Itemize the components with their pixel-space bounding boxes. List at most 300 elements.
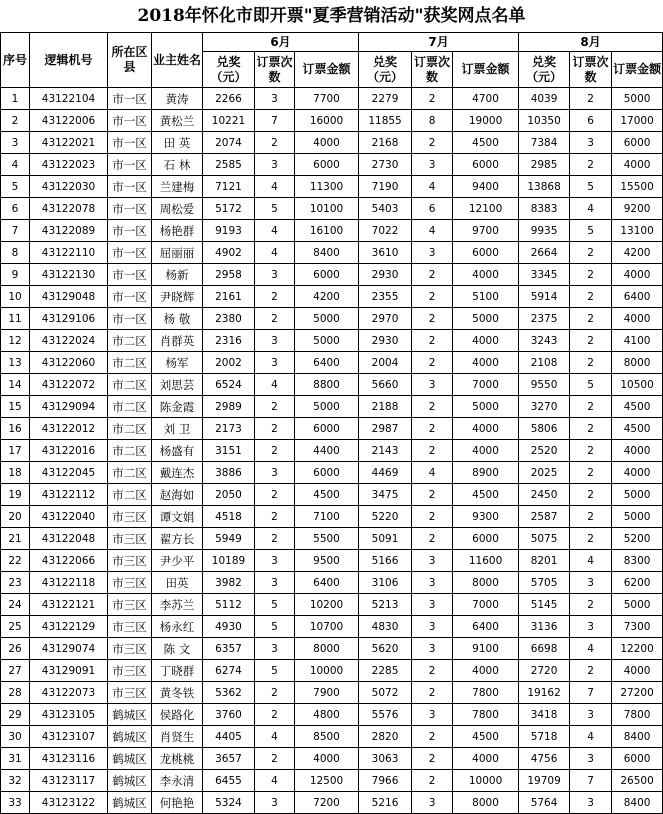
- m7-count-cell: 4: [412, 220, 453, 242]
- m7-amount-cell: 5000: [453, 396, 519, 418]
- table-row: [1, 440, 663, 462]
- m7-prize-cell: 2930: [359, 264, 412, 286]
- m6-amount-cell: 7200: [295, 792, 359, 814]
- machine-id-cell: 43122012: [30, 418, 108, 440]
- m8-prize-cell: 19709: [519, 770, 570, 792]
- header-m6-prize: 兑奖（元）: [203, 52, 255, 88]
- m6-amount-cell: 5500: [295, 528, 359, 550]
- header-seq: 序号: [1, 33, 30, 88]
- m7-amount-cell: 4500: [453, 726, 519, 748]
- seq-cell: 31: [1, 748, 30, 770]
- m6-prize-cell: 3760: [203, 704, 255, 726]
- m7-prize-cell: 7966: [359, 770, 412, 792]
- district-cell: 市一区: [108, 242, 152, 264]
- m8-count-cell: 2: [570, 484, 612, 506]
- m8-amount-cell: 9200: [612, 198, 663, 220]
- m7-amount-cell: 19000: [453, 110, 519, 132]
- m6-prize-cell: 2173: [203, 418, 255, 440]
- m8-amount-cell: 6400: [612, 286, 663, 308]
- m6-prize-cell: 4518: [203, 506, 255, 528]
- m6-prize-cell: 6455: [203, 770, 255, 792]
- m7-count-cell: 2: [412, 330, 453, 352]
- owner-name-cell: 杨新: [152, 264, 203, 286]
- m7-amount-cell: 9100: [453, 638, 519, 660]
- owner-name-cell: 陈金霞: [152, 396, 203, 418]
- m8-count-cell: 2: [570, 242, 612, 264]
- m6-prize-cell: 3886: [203, 462, 255, 484]
- machine-id-cell: 43122073: [30, 682, 108, 704]
- m8-amount-cell: 4000: [612, 660, 663, 682]
- m7-prize-cell: 4830: [359, 616, 412, 638]
- m6-count-cell: 4: [255, 726, 295, 748]
- m8-amount-cell: 8300: [612, 550, 663, 572]
- district-cell: 市三区: [108, 616, 152, 638]
- m6-amount-cell: 10700: [295, 616, 359, 638]
- district-cell: 市三区: [108, 594, 152, 616]
- owner-name-cell: 丁晓群: [152, 660, 203, 682]
- header-m8-count: 订票次数: [570, 52, 612, 88]
- district-cell: 市一区: [108, 176, 152, 198]
- m8-amount-cell: 27200: [612, 682, 663, 704]
- m6-amount-cell: 16100: [295, 220, 359, 242]
- m8-amount-cell: 4500: [612, 396, 663, 418]
- m6-count-cell: 3: [255, 792, 295, 814]
- machine-id-cell: 43122072: [30, 374, 108, 396]
- table-row: [1, 550, 663, 572]
- m6-prize-cell: 2074: [203, 132, 255, 154]
- m8-count-cell: 7: [570, 682, 612, 704]
- district-cell: 市一区: [108, 308, 152, 330]
- m8-amount-cell: 4500: [612, 418, 663, 440]
- m7-count-cell: 3: [412, 550, 453, 572]
- seq-cell: 2: [1, 110, 30, 132]
- m7-amount-cell: 9700: [453, 220, 519, 242]
- m6-amount-cell: 6400: [295, 572, 359, 594]
- m8-count-cell: 5: [570, 220, 612, 242]
- m7-amount-cell: 8000: [453, 792, 519, 814]
- seq-cell: 12: [1, 330, 30, 352]
- m8-count-cell: 3: [570, 132, 612, 154]
- m6-count-cell: 3: [255, 462, 295, 484]
- m8-amount-cell: 13100: [612, 220, 663, 242]
- m7-prize-cell: 3063: [359, 748, 412, 770]
- owner-name-cell: 赵海如: [152, 484, 203, 506]
- m7-count-cell: 6: [412, 198, 453, 220]
- m8-amount-cell: 15500: [612, 176, 663, 198]
- m6-amount-cell: 4400: [295, 440, 359, 462]
- owner-name-cell: 尹少平: [152, 550, 203, 572]
- m7-prize-cell: 5220: [359, 506, 412, 528]
- table-row: [1, 792, 663, 814]
- seq-cell: 10: [1, 286, 30, 308]
- m8-prize-cell: 5914: [519, 286, 570, 308]
- m7-amount-cell: 4000: [453, 352, 519, 374]
- header-month-6: 6月: [203, 33, 359, 52]
- seq-cell: 30: [1, 726, 30, 748]
- m6-count-cell: 3: [255, 572, 295, 594]
- m7-amount-cell: 4500: [453, 484, 519, 506]
- m6-amount-cell: 7900: [295, 682, 359, 704]
- owner-name-cell: 肖贤生: [152, 726, 203, 748]
- owner-name-cell: 杨盛有: [152, 440, 203, 462]
- m6-amount-cell: 7700: [295, 88, 359, 110]
- machine-id-cell: 43122021: [30, 132, 108, 154]
- machine-id-cell: 43122066: [30, 550, 108, 572]
- m8-amount-cell: 7800: [612, 704, 663, 726]
- district-cell: 市三区: [108, 528, 152, 550]
- m7-prize-cell: 2188: [359, 396, 412, 418]
- seq-cell: 9: [1, 264, 30, 286]
- district-cell: 市三区: [108, 572, 152, 594]
- machine-id-cell: 43122078: [30, 198, 108, 220]
- m6-count-cell: 2: [255, 506, 295, 528]
- m6-amount-cell: 12500: [295, 770, 359, 792]
- district-cell: 市二区: [108, 462, 152, 484]
- owner-name-cell: 侯路化: [152, 704, 203, 726]
- header-owner: 业主姓名: [152, 33, 203, 88]
- m7-prize-cell: 5166: [359, 550, 412, 572]
- m8-count-cell: 3: [570, 704, 612, 726]
- m6-count-cell: 4: [255, 220, 295, 242]
- m6-amount-cell: 6000: [295, 462, 359, 484]
- district-cell: 市一区: [108, 220, 152, 242]
- m8-prize-cell: 2520: [519, 440, 570, 462]
- m6-amount-cell: 6000: [295, 154, 359, 176]
- m8-prize-cell: 3136: [519, 616, 570, 638]
- m7-prize-cell: 5403: [359, 198, 412, 220]
- table-header: [1, 33, 663, 88]
- table-row: [1, 484, 663, 506]
- m8-prize-cell: 2587: [519, 506, 570, 528]
- m6-amount-cell: 5000: [295, 396, 359, 418]
- owner-name-cell: 李苏兰: [152, 594, 203, 616]
- district-cell: 市三区: [108, 506, 152, 528]
- m8-count-cell: 4: [570, 550, 612, 572]
- m7-prize-cell: 7190: [359, 176, 412, 198]
- table-row: [1, 704, 663, 726]
- m8-count-cell: 2: [570, 286, 612, 308]
- m8-amount-cell: 7300: [612, 616, 663, 638]
- machine-id-cell: 43122030: [30, 176, 108, 198]
- m8-count-cell: 6: [570, 110, 612, 132]
- table-row: [1, 132, 663, 154]
- m7-prize-cell: 2987: [359, 418, 412, 440]
- m8-amount-cell: 12200: [612, 638, 663, 660]
- m6-prize-cell: 3151: [203, 440, 255, 462]
- header-m8-prize: 兑奖（元）: [519, 52, 570, 88]
- m8-prize-cell: 10350: [519, 110, 570, 132]
- district-cell: 市三区: [108, 638, 152, 660]
- m7-amount-cell: 4000: [453, 418, 519, 440]
- m7-amount-cell: 4000: [453, 440, 519, 462]
- m7-count-cell: 2: [412, 396, 453, 418]
- page-title: 2018年怀化市即开票"夏季营销活动"获奖网点名单: [137, 6, 526, 26]
- m6-prize-cell: 4902: [203, 242, 255, 264]
- m7-count-cell: 3: [412, 594, 453, 616]
- machine-id-cell: 43122121: [30, 594, 108, 616]
- table-row: [1, 682, 663, 704]
- district-cell: 市一区: [108, 110, 152, 132]
- m7-count-cell: 3: [412, 638, 453, 660]
- m8-amount-cell: 17000: [612, 110, 663, 132]
- table-row: [1, 352, 663, 374]
- header-machine-id: 逻辑机号: [30, 33, 108, 88]
- district-cell: 市三区: [108, 682, 152, 704]
- m8-amount-cell: 8400: [612, 726, 663, 748]
- m6-amount-cell: 8400: [295, 242, 359, 264]
- m7-amount-cell: 8900: [453, 462, 519, 484]
- m6-count-cell: 5: [255, 660, 295, 682]
- table-row: [1, 308, 663, 330]
- m8-prize-cell: 3243: [519, 330, 570, 352]
- table-row: [1, 572, 663, 594]
- m6-amount-cell: 10200: [295, 594, 359, 616]
- m7-amount-cell: 5000: [453, 308, 519, 330]
- table-row: [1, 220, 663, 242]
- m6-count-cell: 2: [255, 132, 295, 154]
- m7-prize-cell: 2143: [359, 440, 412, 462]
- machine-id-cell: 43123107: [30, 726, 108, 748]
- m8-count-cell: 7: [570, 770, 612, 792]
- m7-amount-cell: 8000: [453, 572, 519, 594]
- seq-cell: 21: [1, 528, 30, 550]
- machine-id-cell: 43129074: [30, 638, 108, 660]
- m6-amount-cell: 8000: [295, 638, 359, 660]
- m8-prize-cell: 8201: [519, 550, 570, 572]
- district-cell: 市二区: [108, 352, 152, 374]
- machine-id-cell: 43122023: [30, 154, 108, 176]
- seq-cell: 17: [1, 440, 30, 462]
- header-m7-prize: 兑奖（元）: [359, 52, 412, 88]
- m7-prize-cell: 5072: [359, 682, 412, 704]
- m7-count-cell: 3: [412, 792, 453, 814]
- m6-count-cell: 5: [255, 198, 295, 220]
- m6-amount-cell: 4200: [295, 286, 359, 308]
- m6-amount-cell: 8500: [295, 726, 359, 748]
- district-cell: 市三区: [108, 550, 152, 572]
- m8-count-cell: 2: [570, 330, 612, 352]
- m7-count-cell: 2: [412, 418, 453, 440]
- m7-count-cell: 2: [412, 352, 453, 374]
- seq-cell: 6: [1, 198, 30, 220]
- machine-id-cell: 43122024: [30, 330, 108, 352]
- m7-prize-cell: 5216: [359, 792, 412, 814]
- m7-prize-cell: 2930: [359, 330, 412, 352]
- m8-count-cell: 3: [570, 748, 612, 770]
- m8-count-cell: 2: [570, 594, 612, 616]
- m8-count-cell: 3: [570, 792, 612, 814]
- m7-count-cell: 3: [412, 704, 453, 726]
- table-row: [1, 176, 663, 198]
- district-cell: 市二区: [108, 440, 152, 462]
- owner-name-cell: 李永清: [152, 770, 203, 792]
- m7-prize-cell: 5091: [359, 528, 412, 550]
- seq-cell: 32: [1, 770, 30, 792]
- m8-count-cell: 5: [570, 176, 612, 198]
- owner-name-cell: 何艳艳: [152, 792, 203, 814]
- m7-amount-cell: 12100: [453, 198, 519, 220]
- m8-prize-cell: 5705: [519, 572, 570, 594]
- seq-cell: 26: [1, 638, 30, 660]
- m6-prize-cell: 2380: [203, 308, 255, 330]
- seq-cell: 11: [1, 308, 30, 330]
- m7-prize-cell: 3106: [359, 572, 412, 594]
- m6-amount-cell: 6000: [295, 418, 359, 440]
- m6-prize-cell: 9193: [203, 220, 255, 242]
- m8-count-cell: 4: [570, 726, 612, 748]
- district-cell: 鹤城区: [108, 792, 152, 814]
- winners-table: [0, 32, 663, 814]
- m8-prize-cell: 8383: [519, 198, 570, 220]
- m6-amount-cell: 4000: [295, 748, 359, 770]
- m6-prize-cell: 2266: [203, 88, 255, 110]
- m7-prize-cell: 5576: [359, 704, 412, 726]
- m7-prize-cell: 2004: [359, 352, 412, 374]
- m7-amount-cell: 4000: [453, 330, 519, 352]
- m8-prize-cell: 19162: [519, 682, 570, 704]
- owner-name-cell: 屈丽丽: [152, 242, 203, 264]
- m7-amount-cell: 5100: [453, 286, 519, 308]
- m7-amount-cell: 9300: [453, 506, 519, 528]
- header-m7-count: 订票次数: [412, 52, 453, 88]
- district-cell: 市一区: [108, 286, 152, 308]
- m8-count-cell: 2: [570, 528, 612, 550]
- owner-name-cell: 刘思芸: [152, 374, 203, 396]
- seq-cell: 20: [1, 506, 30, 528]
- m6-count-cell: 4: [255, 176, 295, 198]
- m6-count-cell: 2: [255, 440, 295, 462]
- m6-prize-cell: 10189: [203, 550, 255, 572]
- m6-amount-cell: 16000: [295, 110, 359, 132]
- m6-prize-cell: 4930: [203, 616, 255, 638]
- m6-count-cell: 4: [255, 374, 295, 396]
- m8-amount-cell: 5000: [612, 484, 663, 506]
- machine-id-cell: 43122045: [30, 462, 108, 484]
- m6-prize-cell: 2316: [203, 330, 255, 352]
- m7-count-cell: 3: [412, 572, 453, 594]
- m6-amount-cell: 8800: [295, 374, 359, 396]
- header-district: 所在区县: [108, 33, 152, 88]
- m6-prize-cell: 7121: [203, 176, 255, 198]
- m7-prize-cell: 5660: [359, 374, 412, 396]
- m6-count-cell: 2: [255, 748, 295, 770]
- m7-count-cell: 2: [412, 286, 453, 308]
- m7-prize-cell: 7022: [359, 220, 412, 242]
- m7-amount-cell: 6000: [453, 242, 519, 264]
- m7-count-cell: 4: [412, 176, 453, 198]
- m8-prize-cell: 2664: [519, 242, 570, 264]
- m8-amount-cell: 8400: [612, 792, 663, 814]
- m8-count-cell: 2: [570, 396, 612, 418]
- m8-prize-cell: 2985: [519, 154, 570, 176]
- m7-count-cell: 2: [412, 440, 453, 462]
- m7-count-cell: 2: [412, 308, 453, 330]
- m6-count-cell: 5: [255, 594, 295, 616]
- machine-id-cell: 43122130: [30, 264, 108, 286]
- m8-amount-cell: 6000: [612, 132, 663, 154]
- district-cell: 市二区: [108, 418, 152, 440]
- m8-prize-cell: 5075: [519, 528, 570, 550]
- machine-id-cell: 43122040: [30, 506, 108, 528]
- machine-id-cell: 43122048: [30, 528, 108, 550]
- m8-prize-cell: 3418: [519, 704, 570, 726]
- table-row: [1, 506, 663, 528]
- seq-cell: 14: [1, 374, 30, 396]
- table-body: [1, 88, 663, 814]
- m8-prize-cell: 6698: [519, 638, 570, 660]
- m7-count-cell: 2: [412, 660, 453, 682]
- table-row: [1, 264, 663, 286]
- table-row: [1, 242, 663, 264]
- seq-cell: 24: [1, 594, 30, 616]
- header-m6-amount: 订票金额: [295, 52, 359, 88]
- owner-name-cell: 周松爱: [152, 198, 203, 220]
- table-row: [1, 594, 663, 616]
- table-row: [1, 418, 663, 440]
- m8-prize-cell: 2720: [519, 660, 570, 682]
- m8-count-cell: 3: [570, 572, 612, 594]
- m6-prize-cell: 2161: [203, 286, 255, 308]
- seq-cell: 16: [1, 418, 30, 440]
- m7-count-cell: 2: [412, 748, 453, 770]
- m8-prize-cell: 5764: [519, 792, 570, 814]
- owner-name-cell: 尹晓辉: [152, 286, 203, 308]
- m6-prize-cell: 6274: [203, 660, 255, 682]
- table-row: [1, 616, 663, 638]
- m7-count-cell: 2: [412, 88, 453, 110]
- m6-amount-cell: 10100: [295, 198, 359, 220]
- m8-count-cell: 2: [570, 660, 612, 682]
- table-row: [1, 198, 663, 220]
- m7-amount-cell: 6000: [453, 528, 519, 550]
- m7-count-cell: 3: [412, 374, 453, 396]
- owner-name-cell: 杨 敬: [152, 308, 203, 330]
- m8-amount-cell: 26500: [612, 770, 663, 792]
- m8-count-cell: 2: [570, 88, 612, 110]
- m7-amount-cell: 7000: [453, 374, 519, 396]
- m6-amount-cell: 6400: [295, 352, 359, 374]
- seq-cell: 22: [1, 550, 30, 572]
- m7-count-cell: 2: [412, 770, 453, 792]
- m8-prize-cell: 3270: [519, 396, 570, 418]
- m6-count-cell: 3: [255, 550, 295, 572]
- table-row: [1, 462, 663, 484]
- m6-prize-cell: 5112: [203, 594, 255, 616]
- m8-prize-cell: 9550: [519, 374, 570, 396]
- machine-id-cell: 43129048: [30, 286, 108, 308]
- m8-count-cell: 2: [570, 154, 612, 176]
- m6-count-cell: 3: [255, 264, 295, 286]
- table-row: [1, 286, 663, 308]
- m6-prize-cell: 2585: [203, 154, 255, 176]
- m6-amount-cell: 9500: [295, 550, 359, 572]
- seq-cell: 19: [1, 484, 30, 506]
- m7-count-cell: 3: [412, 616, 453, 638]
- owner-name-cell: 杨永红: [152, 616, 203, 638]
- machine-id-cell: 43129091: [30, 660, 108, 682]
- machine-id-cell: 43122118: [30, 572, 108, 594]
- m6-amount-cell: 4000: [295, 132, 359, 154]
- machine-id-cell: 43123117: [30, 770, 108, 792]
- m6-prize-cell: 3657: [203, 748, 255, 770]
- district-cell: 鹤城区: [108, 748, 152, 770]
- district-cell: 市一区: [108, 88, 152, 110]
- district-cell: 鹤城区: [108, 726, 152, 748]
- seq-cell: 4: [1, 154, 30, 176]
- table-row: [1, 770, 663, 792]
- m6-prize-cell: 2050: [203, 484, 255, 506]
- m6-prize-cell: 2989: [203, 396, 255, 418]
